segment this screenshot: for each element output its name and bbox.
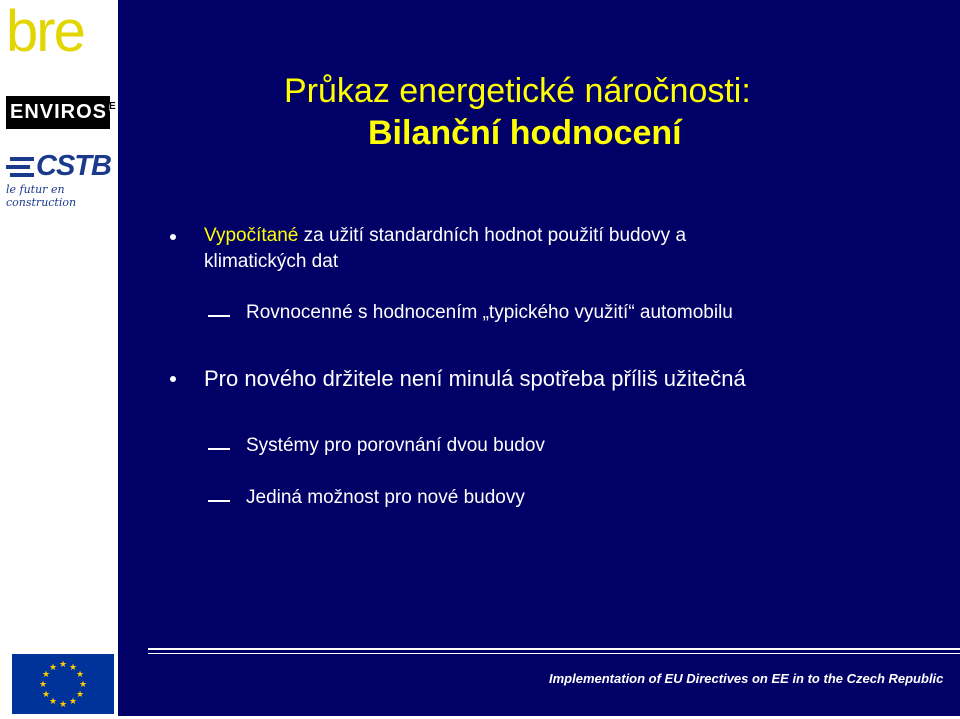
- svg-text:★: ★: [78, 680, 88, 690]
- cstb-tagline: le futur en construction: [6, 183, 77, 209]
- svg-text:★: ★: [41, 670, 51, 680]
- bullet-1-text: za užití standardních hodnot použití budovy a: [298, 225, 687, 246]
- svg-text:★: ★: [68, 663, 78, 673]
- svg-text:★: ★: [58, 660, 68, 670]
- slide-subtitle: Bilanční hodnocení: [368, 114, 682, 152]
- enviros-logo-text: ENVIROS: [10, 101, 108, 123]
- svg-text:★: ★: [48, 697, 58, 707]
- sub-bullet-2: Systémy pro porovnání dvou budov: [246, 435, 545, 456]
- svg-text:★: ★: [68, 697, 78, 707]
- bullet-1-highlight: Vypočítané: [204, 225, 299, 246]
- sub-bullet-3: Jediná možnost pro nové budovy: [246, 487, 525, 508]
- footer-divider-thin: [148, 653, 960, 654]
- svg-text:★: ★: [58, 700, 68, 710]
- bullet-1: [204, 225, 686, 247]
- slide-title: Průkaz energetické náročnosti:: [284, 72, 751, 110]
- bre-logo: bre: [6, 0, 84, 64]
- bullet-dot: [170, 234, 176, 240]
- footer-text: Implementation of EU Directives on EE in to the Czech Republic: [549, 671, 944, 686]
- eu-stars-icon: [12, 654, 114, 714]
- sub-bullet-dash: [208, 500, 230, 502]
- cstb-logo: [6, 150, 111, 183]
- bullet-dot: [170, 376, 176, 382]
- svg-text:★: ★: [41, 690, 51, 700]
- svg-text:★: ★: [48, 663, 58, 673]
- cstb-bars-icon: [6, 156, 34, 178]
- enviros-euro-mark: E: [109, 100, 117, 112]
- svg-text:★: ★: [75, 690, 85, 700]
- eu-flag: [12, 654, 114, 714]
- logo-sidebar: [0, 0, 118, 716]
- footer-divider: [148, 648, 960, 650]
- svg-text:★: ★: [38, 680, 48, 690]
- sub-bullet-1: Rovnocenné s hodnocením „typického využití“ automobilu: [246, 302, 733, 323]
- enviros-logo: [6, 96, 117, 129]
- bullet-2: Pro nového držitele není minulá spotřeba příliš užitečná: [204, 366, 746, 391]
- sub-bullet-dash: [208, 315, 230, 317]
- svg-text:★: ★: [75, 670, 85, 680]
- sub-bullet-dash: [208, 448, 230, 450]
- bullet-1-line2: klimatických dat: [204, 251, 339, 272]
- cstb-logo-text: CSTB: [36, 150, 111, 182]
